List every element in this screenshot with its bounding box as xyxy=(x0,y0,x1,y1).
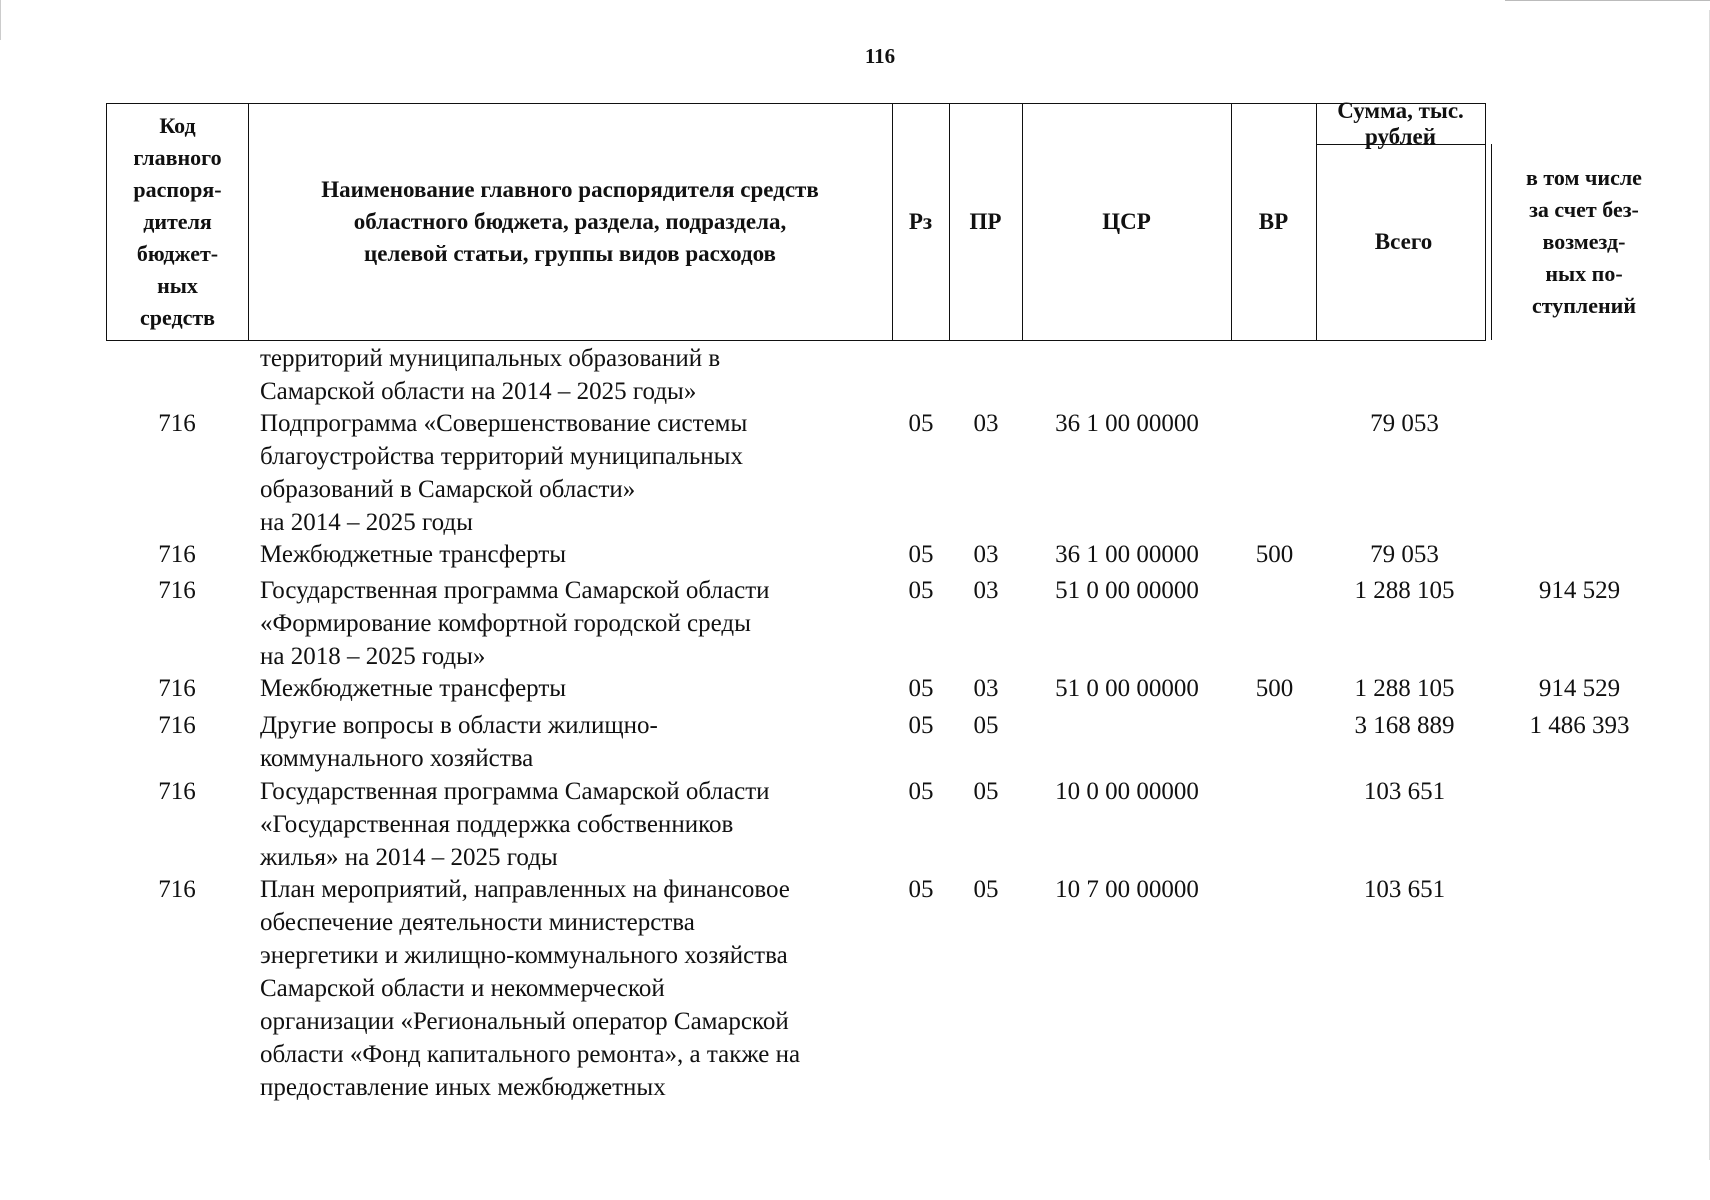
cell-pr: 03 xyxy=(973,577,999,604)
scan-edge-left xyxy=(0,0,1,40)
cell-name: территорий муниципальных образований в Самарской области на 2014 – 2025 годы» xyxy=(260,345,721,405)
cell-csr: 10 0 00 00000 xyxy=(1055,778,1199,805)
cell-name: Подпрограмма «Совершенствование системы благоустройства территорий муниципальных образований в Самарской области» на 2014 – 2025 годы xyxy=(260,410,748,536)
cell-pr: 03 xyxy=(973,541,999,568)
cell-csr: 51 0 00 00000 xyxy=(1055,577,1199,604)
header-name: Наименование главного распорядителя средств областного бюджета, раздела, подраздела, целевой статьи, группы видов расходов xyxy=(321,177,819,266)
header-code: Код главного распоря- дителя бюджет- ных средств xyxy=(133,113,222,330)
header-pr: ПР xyxy=(969,209,1002,234)
cell-pr: 05 xyxy=(973,876,999,903)
cell-code: 716 xyxy=(158,712,196,739)
cell-csr: 36 1 00 00000 xyxy=(1055,541,1199,568)
cell-free: 914 529 xyxy=(1538,675,1621,702)
header-free-funds: в том числе за счет без- возмезд- ных по- ступлений xyxy=(1526,165,1642,318)
cell-free: 914 529 xyxy=(1538,577,1621,604)
scan-edge-top xyxy=(1505,0,1710,1)
cell-code: 716 xyxy=(158,675,196,702)
cell-name: Государственная программа Самарской области «Формирование комфортной городской среды на 2018 – 2025 годы» xyxy=(260,577,770,670)
cell-name: Государственная программа Самарской области «Государственная поддержка собственников жилья» на 2014 – 2025 годы xyxy=(260,778,770,871)
header-total: Всего xyxy=(1374,229,1433,254)
cell-name: Межбюджетные трансферты xyxy=(260,541,567,568)
header-csr: ЦСР xyxy=(1102,209,1151,234)
cell-free: 1 486 393 xyxy=(1529,712,1630,739)
cell-pr: 05 xyxy=(973,778,999,805)
cell-pr: 05 xyxy=(973,712,999,739)
cell-pr: 03 xyxy=(973,675,999,702)
cell-code: 716 xyxy=(158,876,196,903)
cell-rz: 05 xyxy=(908,778,934,805)
cell-name: План мероприятий, направленных на финансовое обеспечение деятельности министерства энергетики и жилищно-коммунального хозяйства Самарской области и некоммерческой организации «Региональный оператор Самарской области «Фонд капитального ремонта», а также на предоставление иных межбюджетных xyxy=(260,876,801,1101)
cell-rz: 05 xyxy=(908,675,934,702)
cell-vr: 500 xyxy=(1255,675,1294,702)
cell-pr: 03 xyxy=(973,410,999,437)
cell-csr: 36 1 00 00000 xyxy=(1055,410,1199,437)
table-header xyxy=(106,98,1486,341)
cell-rz: 05 xyxy=(908,577,934,604)
cell-total: 1 288 105 xyxy=(1354,675,1455,702)
cell-total: 103 651 xyxy=(1363,778,1446,805)
cell-rz: 05 xyxy=(908,876,934,903)
header-rz: Рз xyxy=(908,209,933,234)
cell-total: 79 053 xyxy=(1370,541,1439,568)
cell-rz: 05 xyxy=(908,410,934,437)
cell-rz: 05 xyxy=(908,541,934,568)
cell-rz: 05 xyxy=(908,712,934,739)
cell-vr: 500 xyxy=(1255,541,1294,568)
cell-csr: 51 0 00 00000 xyxy=(1055,675,1199,702)
cell-total: 1 288 105 xyxy=(1354,577,1455,604)
cell-code: 716 xyxy=(158,778,196,805)
cell-total: 103 651 xyxy=(1363,876,1446,903)
cell-name: Межбюджетные трансферты xyxy=(260,675,567,702)
cell-code: 716 xyxy=(158,541,196,568)
cell-csr: 10 7 00 00000 xyxy=(1055,876,1199,903)
cell-code: 716 xyxy=(158,410,196,437)
cell-name: Другие вопросы в области жилищно- коммунального хозяйства xyxy=(260,712,658,772)
header-sum: Сумма, тыс. рублей xyxy=(1337,98,1464,149)
cell-total: 79 053 xyxy=(1370,410,1439,437)
cell-code: 716 xyxy=(158,577,196,604)
cell-total: 3 168 889 xyxy=(1354,712,1455,739)
page-number: 116 xyxy=(864,44,896,68)
header-vr: ВР xyxy=(1258,209,1289,234)
